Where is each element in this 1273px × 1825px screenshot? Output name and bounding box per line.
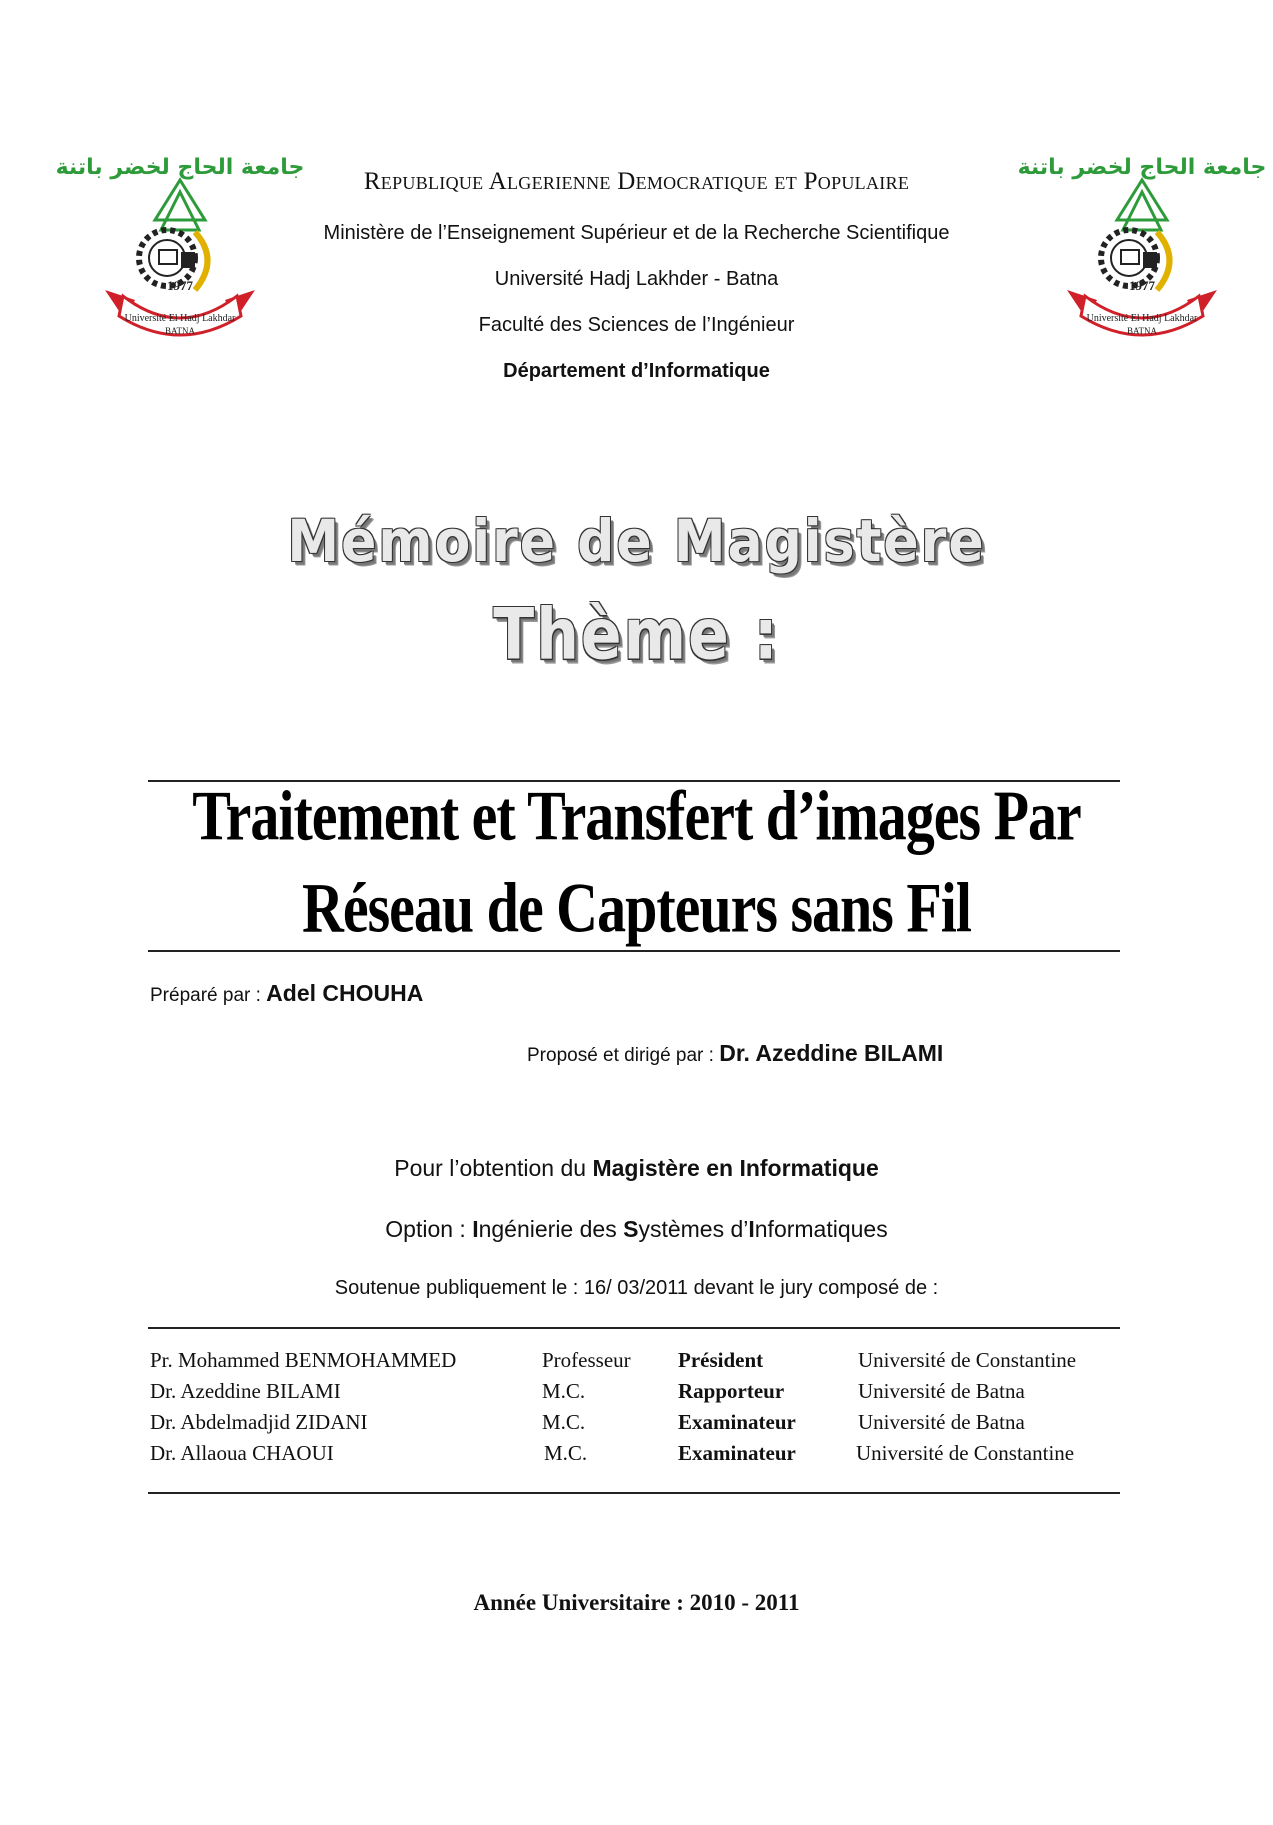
option-rest-1: ngénierie des — [478, 1216, 624, 1242]
jury-name: Pr. Mohammed BENMOHAMMED — [150, 1348, 457, 1372]
degree-name: Magistère en Informatique — [592, 1155, 879, 1181]
jury-role: Examinateur — [678, 1410, 796, 1434]
option-initial-3: I — [748, 1216, 755, 1242]
department-line: Département d’Informatique — [503, 360, 770, 382]
logo-arabic-text: جامعة الحاج لخضر باتنة — [1017, 155, 1267, 180]
jury-name: Dr. Azeddine BILAMI — [150, 1379, 341, 1403]
logo-year: 1977 — [1129, 278, 1155, 293]
theme-heading: Thème : — [493, 593, 780, 677]
jury-table — [0, 1348, 1273, 1478]
option-line — [0, 1216, 1273, 1243]
jury-institution: Université de Batna — [858, 1410, 1025, 1434]
author-name: Adel CHOUHA — [266, 980, 424, 1006]
degree-prefix: Pour l’obtention du — [394, 1155, 593, 1181]
jury-role: Président — [678, 1348, 764, 1372]
prepared-by — [150, 980, 423, 1007]
supervised-label: Proposé et dirigé par : — [527, 1045, 720, 1066]
title-rule-bottom — [148, 950, 1120, 952]
jury-institution: Université de Constantine — [856, 1441, 1075, 1465]
thesis-title-line1: Traitement et Transfert d’images Par — [192, 775, 1081, 856]
jury-rule-top — [148, 1327, 1120, 1329]
jury-role: Rapporteur — [678, 1379, 785, 1403]
jury-institution: Université de Batna — [858, 1379, 1025, 1403]
jury-institution: Université de Constantine — [858, 1348, 1077, 1372]
jury-grade: M.C. — [542, 1410, 586, 1434]
faculty-line: Faculté des Sciences de l’Ingénieur — [478, 314, 795, 336]
memoire-heading: Mémoire de Magistère — [287, 508, 986, 576]
logo-city: BATNA — [164, 326, 196, 336]
option-prefix: Option : — [385, 1216, 473, 1242]
logo-banner-text: Université El Hadj Lakhdar — [1086, 313, 1198, 324]
thesis-title-line2: Réseau de Capteurs sans Fil — [301, 867, 972, 948]
academic-year: Année Universitaire : 2010 - 2011 — [473, 1590, 800, 1615]
country-title: Republique Algerienne Democratique et Populaire — [363, 168, 910, 195]
jury-grade: M.C. — [544, 1441, 588, 1465]
supervised-by — [527, 1040, 943, 1067]
logo-banner-text: Université El Hadj Lakhdar — [124, 313, 236, 324]
university-line: Université Hadj Lakhder - Batna — [494, 268, 779, 290]
jury-name: Dr. Allaoua CHAOUI — [150, 1441, 334, 1465]
defense-line: Soutenue publiquement le : 16/ 03/2011 devant le jury composé de : — [334, 1277, 939, 1299]
jury-grade: Professeur — [542, 1348, 631, 1372]
jury-name: Dr. Abdelmadjid ZIDANI — [150, 1410, 368, 1434]
degree-line — [0, 1155, 1273, 1182]
ministry-line: Ministère de l’Enseignement Supérieur et de la Recherche Scientifique — [323, 222, 950, 244]
option-rest-3: nformatiques — [754, 1216, 888, 1242]
prepared-label: Préparé par : — [150, 985, 267, 1006]
option-rest-2: ystèmes d’ — [638, 1216, 749, 1242]
jury-role: Examinateur — [678, 1441, 796, 1465]
logo-year: 1977 — [167, 278, 193, 293]
supervisor-name: Dr. Azeddine BILAMI — [719, 1040, 944, 1066]
option-initial-1: I — [472, 1216, 479, 1242]
jury-grade: M.C. — [542, 1379, 586, 1403]
jury-rule-bottom — [148, 1492, 1120, 1494]
logo-arabic-text: جامعة الحاج لخضر باتنة — [55, 155, 305, 180]
option-initial-2: S — [623, 1216, 639, 1242]
logo-city: BATNA — [1126, 326, 1158, 336]
